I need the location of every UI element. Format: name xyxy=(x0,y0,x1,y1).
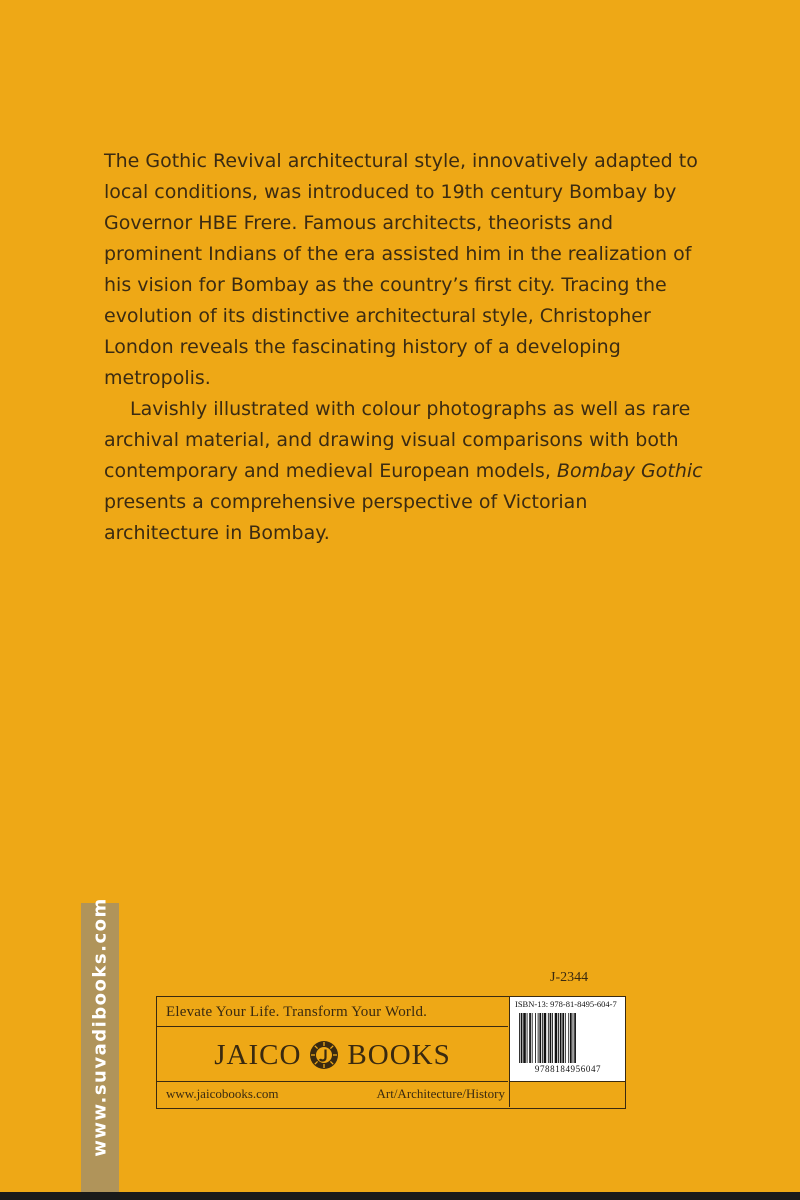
barcode-digits: 9788184956047 xyxy=(534,1064,602,1074)
publisher-logo xyxy=(157,1035,508,1075)
watermark-text: www.suvadibooks.com xyxy=(89,897,111,1157)
book-category: Art/Architecture/History xyxy=(376,1086,505,1101)
divider-bottom xyxy=(157,1081,508,1082)
isbn-panel xyxy=(510,997,625,1082)
publisher-name-right: BOOKS xyxy=(347,1038,451,1071)
book-title-italic: Bombay Gothic xyxy=(556,460,703,482)
jaico-logo-icon xyxy=(309,1040,339,1070)
book-code: J-2344 xyxy=(550,970,589,985)
divider-top xyxy=(157,1026,508,1027)
barcode xyxy=(518,1013,618,1063)
publisher-panel xyxy=(157,997,510,1107)
bottom-edge xyxy=(0,1192,800,1200)
blurb-paragraph-2-end: presents a comprehensive perspective of Victorian architecture in Bombay. xyxy=(104,491,588,544)
publisher-website: www.jaicobooks.com xyxy=(166,1086,279,1101)
blurb-text xyxy=(104,146,704,549)
blurb-paragraph-1: The Gothic Revival architectural style, innovatively adapted to local conditions, was introduced to 19th century Bombay by Governor HBE Frere. Famous architects, theorists and prominent Indians of the era assisted him in the realization of his vision for Bombay as the country’s first city. Tracing the evolution of its distinctive architectural style, Christopher London reveals the fascinating history of a developing metropolis. xyxy=(104,150,698,389)
isbn-label: ISBN-13: 978-81-8495-604-7 xyxy=(515,999,617,1009)
blurb-paragraph-2 xyxy=(104,394,704,549)
publisher-tagline: Elevate Your Life. Transform Your World. xyxy=(166,1004,428,1020)
publisher-name-left: JAICO xyxy=(214,1038,302,1071)
blurb-paragraph-2-start: Lavishly illustrated with colour photographs as well as rare archival material, and drawing visual comparisons with both contemporary and medieval European models, xyxy=(104,398,691,482)
publisher-imprint-box xyxy=(156,996,626,1109)
